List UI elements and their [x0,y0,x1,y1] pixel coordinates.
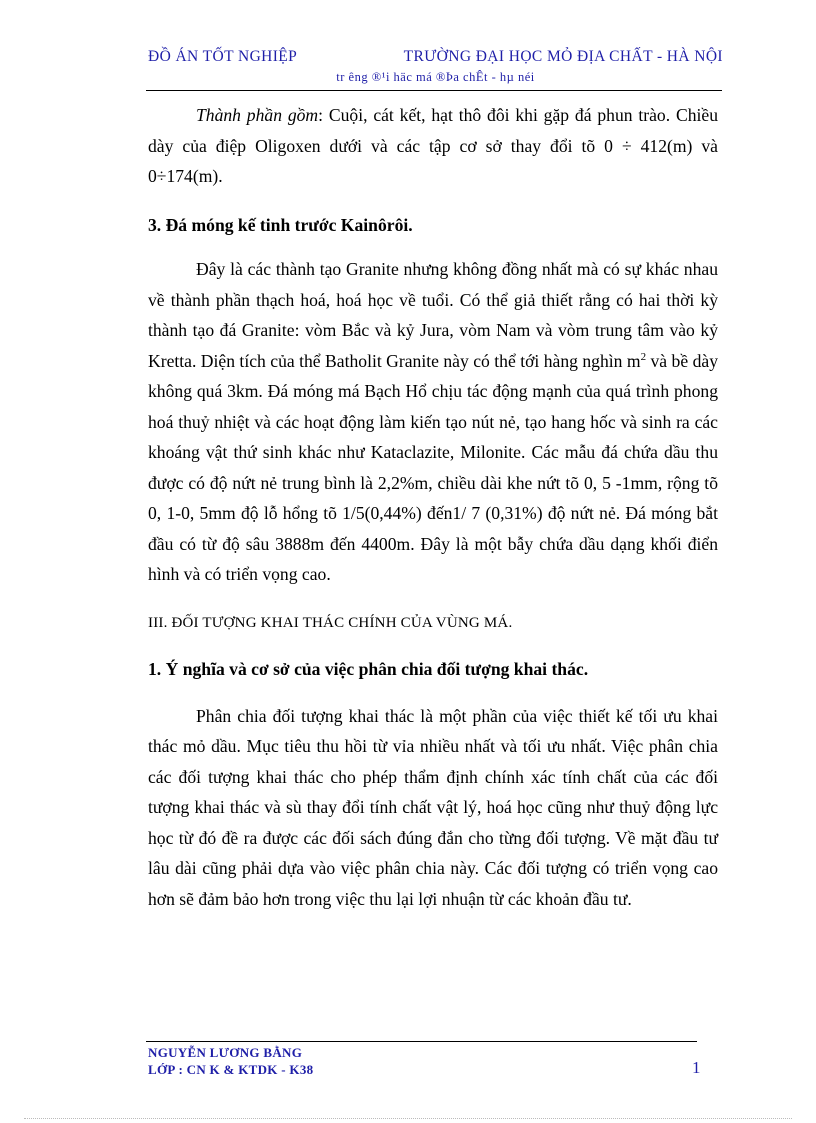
paragraph-division: Phân chia đối tượng khai thác là một phần của việc thiết kế tối ưu khai thác mỏ dầu. Mục tiêu thu hồi từ vỉa nhiều nhất và tối ưu nhất. Việc phân chia các đối tượng khai thác cho phép thẩm định chính xác tính chất của các đối tượng khai thác và sù thay đổi tính chất vật lý, hoá học cũng như thuỷ động lực học từ đó đề ra được các đối sách đúng đắn cho từng đối tượng. Về mặt đầu tư lâu dài cũng phải dựa vào việc phân chia này. Các đối tượng có triển vọng cao hơn sẽ đảm bảo hơn trong việc thu lại lợi nhuận từ các khoản đầu tư. [148,705,718,909]
header-subtitle: tr êng ®¹i häc má ®Þa chÊt - hµ néi [336,70,535,84]
composition-label: Thành phần gồm [196,105,319,125]
page-header [148,48,723,66]
heading-meaning: 1. Ý nghĩa và cơ sở của việc phân chia đối tượng khai thác. [148,659,589,679]
paragraph-composition: Thành phần gồm: Cuội, cát kết, hạt thô đôi khi gặp đá phun trào. Chiều dày của điệp Oligoxen dưới và các tập cơ sở thay đổi tõ 0 ÷ 412(m) và 0÷174(m). [148,105,718,186]
footer-divider [146,1041,697,1042]
header-divider [146,90,722,91]
paragraph-basement: Đây là các thành tạo Granite nhưng không đồng nhất mà có sự khác nhau về thành phần thạch hoá, hoá học về tuổi. Có thể giả thiết rằng có hai thời kỳ thành tạo đá Granite: vòm Bắc và kỷ Jura, vòm Nam và vòm trung tâm vào kỷ Kretta. Diện tích của thể Batholit Granite này có thể tới hàng nghìn $m^2$ và bề dày không quá 3km. Đá móng má Bạch Hổ chịu tác động mạnh của quá trình phong hoá thuỷ nhiệt và các hoạt động làm kiến tạo nút nẻ, tạo hang hốc và sinh ra các khoáng vật thứ sinh khác như Kataclazite, Milonite. Các mẫu đá chứa dầu thu được có độ nứt nẻ trung bình là 2,2%m, chiều dài khe nứt tõ 0, 5 -1mm, rộng tõ 0, 1-0, 5mm độ lỗ hổng tõ 1/5(0,44%) đến1/ 7 (0,31%) độ nứt nẻ. Đá móng bắt đầu có từ độ sâu 3888m đến 4400m. Đây là một bẫy chứa dầu dạng khối điển hình và có triển vọng cao. [148,259,718,584]
footer-author: NGUYỄN LƯƠNG BẰNG [148,1045,303,1060]
page-edge [24,1118,792,1119]
header-right-title: TRƯỜNG ĐẠI HỌC MỎ ĐỊA CHẤT - HÀ NỘI [403,48,723,65]
heading-section-iii: III. ĐỐI TƯỢNG KHAI THÁC CHÍNH CỦA VÙNG MÁ. [148,614,513,631]
heading-basement: 3. Đá móng kế tinh trước Kainôrôi. [148,214,413,235]
header-left-title: ĐỒ ÁN TỐT NGHIỆP [148,48,298,65]
footer-class: LỚP : CN K & KTDK - K38 [148,1062,314,1077]
page-number: 1 [692,1058,701,1077]
document-body [148,100,718,914]
